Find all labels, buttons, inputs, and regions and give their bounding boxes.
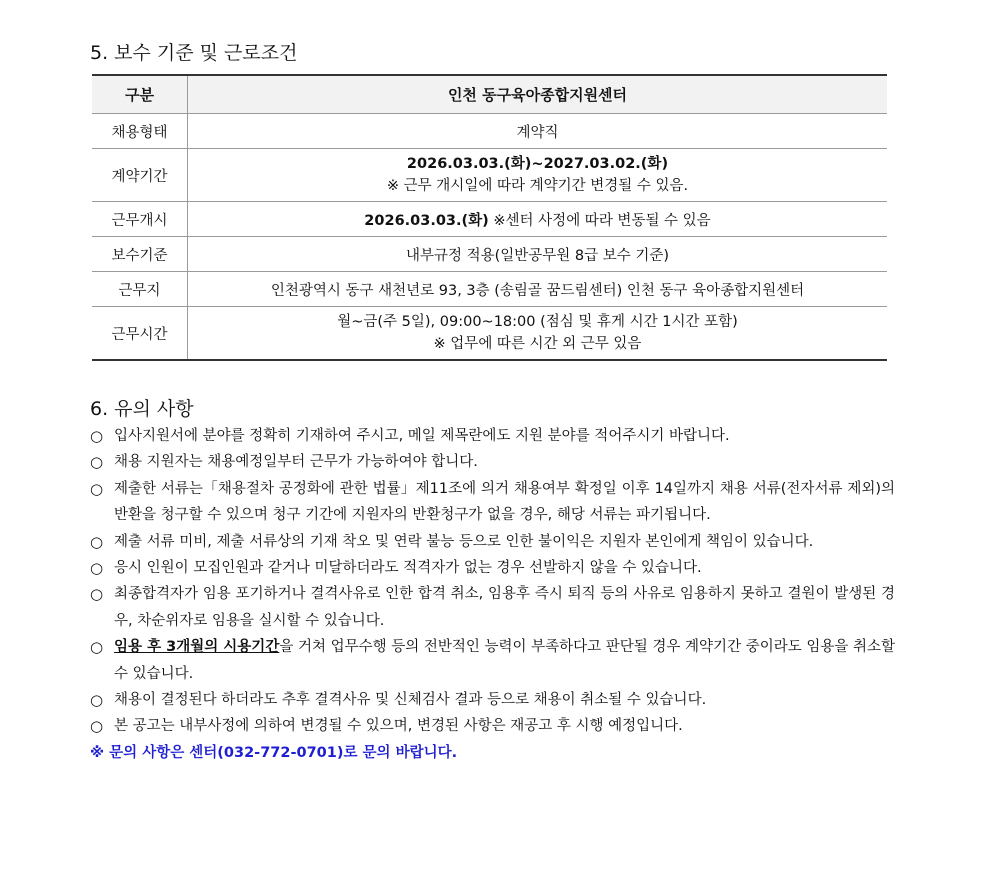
contact-notice: ※ 문의 사항은 센터(032-772-0701)로 문의 바랍니다. [90, 744, 458, 761]
table-header-row [92, 75, 887, 114]
header-label: 구분 [92, 75, 188, 114]
note-text: 입사지원서에 분야를 정확히 기재하여 주시고, 메일 제목란에도 지원 분야를 적어주시기 바랍니다. [114, 428, 730, 444]
row-value [188, 307, 888, 361]
row-value: 내부규정 적용(일반공무원 8급 보수 기준) [188, 237, 888, 272]
start-date-note: ※센터 사정에 따라 변동될 수 있음 [488, 212, 711, 229]
note-text: 최종합격자가 임용 포기하거나 결격사유로 인한 합격 취소, 임용후 즉시 퇴직 등의 사유로 임용하지 못하고 결원이 발생된 경우, 차순위자로 임용을 실시할 수 있습니다. [114, 586, 895, 629]
section-5-title: 5. 보수 기준 및 근로조건 [90, 42, 298, 64]
list-item [90, 634, 895, 687]
table-row [92, 114, 887, 149]
list-item [90, 713, 895, 739]
list-item [90, 476, 895, 529]
header-value: 인천 동구육아종합지원센터 [188, 75, 888, 114]
list-item [90, 555, 895, 581]
probation-text: 을 거쳐 업무수행 등의 전반적인 능력이 부족하다고 판단될 경우 계약기간 중이라도 임용을 취소할 수 있습니다. [114, 639, 895, 682]
note-text: 채용 지원자는 채용예정일부터 근무가 가능하여야 합니다. [114, 454, 478, 471]
row-value: 인천광역시 동구 새천년로 93, 3층 (송림골 꿈드림센터) 인천 동구 육아종합지원센터 [188, 272, 888, 307]
row-label: 근무시간 [92, 307, 188, 361]
circle-bullet-icon: ○ [90, 479, 104, 498]
circle-bullet-icon: ○ [90, 532, 104, 551]
table-row [92, 202, 887, 237]
list-item [90, 423, 895, 449]
circle-bullet-icon: ○ [90, 585, 104, 604]
probation-emphasis: 임용 후 3개월의 시용기간 [114, 639, 280, 656]
table-row [92, 272, 887, 307]
list-item [90, 529, 895, 555]
row-label: 근무지 [92, 272, 188, 307]
circle-bullet-icon: ○ [90, 453, 104, 472]
note-text: 본 공고는 내부사정에 의하여 변경될 수 있으며, 변경된 사항은 재공고 후 시행 예정입니다. [114, 718, 683, 735]
table-row [92, 307, 887, 361]
list-item [90, 449, 895, 475]
row-value [188, 202, 888, 237]
notes-list [90, 423, 895, 766]
circle-bullet-icon: ○ [90, 559, 104, 578]
section-6-title: 6. 유의 사항 [90, 398, 194, 420]
row-label: 보수기준 [92, 237, 188, 272]
row-value [188, 149, 888, 202]
row-label: 근무개시 [92, 202, 188, 237]
note-text: 채용이 결정된다 하더라도 추후 결격사유 및 신체검사 결과 등으로 채용이 취소될 수 있습니다. [114, 692, 707, 709]
note-text: 응시 인원이 모집인원과 같거나 미달하더라도 적격자가 없는 경우 선발하지 않을 수 있습니다. [114, 560, 702, 577]
row-label: 계약기간 [92, 149, 188, 202]
working-hours-note: ※ 업무에 따른 시간 외 근무 있음 [433, 336, 642, 352]
list-item [90, 581, 895, 634]
circle-bullet-icon: ○ [90, 717, 104, 736]
note-text: 제출 서류 미비, 제출 서류상의 기재 착오 및 연락 불능 등으로 인한 불이익은 지원자 본인에게 책임이 있습니다. [114, 533, 814, 550]
contract-period: 2026.03.03.(화)~2027.03.02.(화) [406, 156, 669, 172]
circle-bullet-icon: ○ [90, 691, 104, 710]
circle-bullet-icon: ○ [90, 638, 104, 657]
list-item [90, 687, 895, 713]
working-conditions-table [92, 74, 887, 361]
working-hours: 월~금(주 5일), 09:00~18:00 (점심 및 휴게 시간 1시간 포함) [337, 314, 738, 330]
circle-bullet-icon: ○ [90, 427, 104, 445]
note-text: 제출한 서류는「채용절차 공정화에 관한 법률」제11조에 의거 채용여부 확정일 이후 14일까지 채용 서류(전자서류 제외)의 반환을 청구할 수 있으며 청구 기간에 지원자의 반환청구가 없을 경우, 해당 서류는 파기됩니다. [114, 480, 895, 524]
table-row [92, 149, 887, 202]
start-date: 2026.03.03.(화) [364, 212, 489, 229]
contract-period-note: ※ 근무 개시일에 따라 계약기간 변경될 수 있음. [386, 178, 689, 194]
table-row [92, 237, 887, 272]
row-value: 계약직 [188, 114, 888, 149]
row-label: 채용형태 [92, 114, 188, 149]
note-text [114, 634, 895, 687]
